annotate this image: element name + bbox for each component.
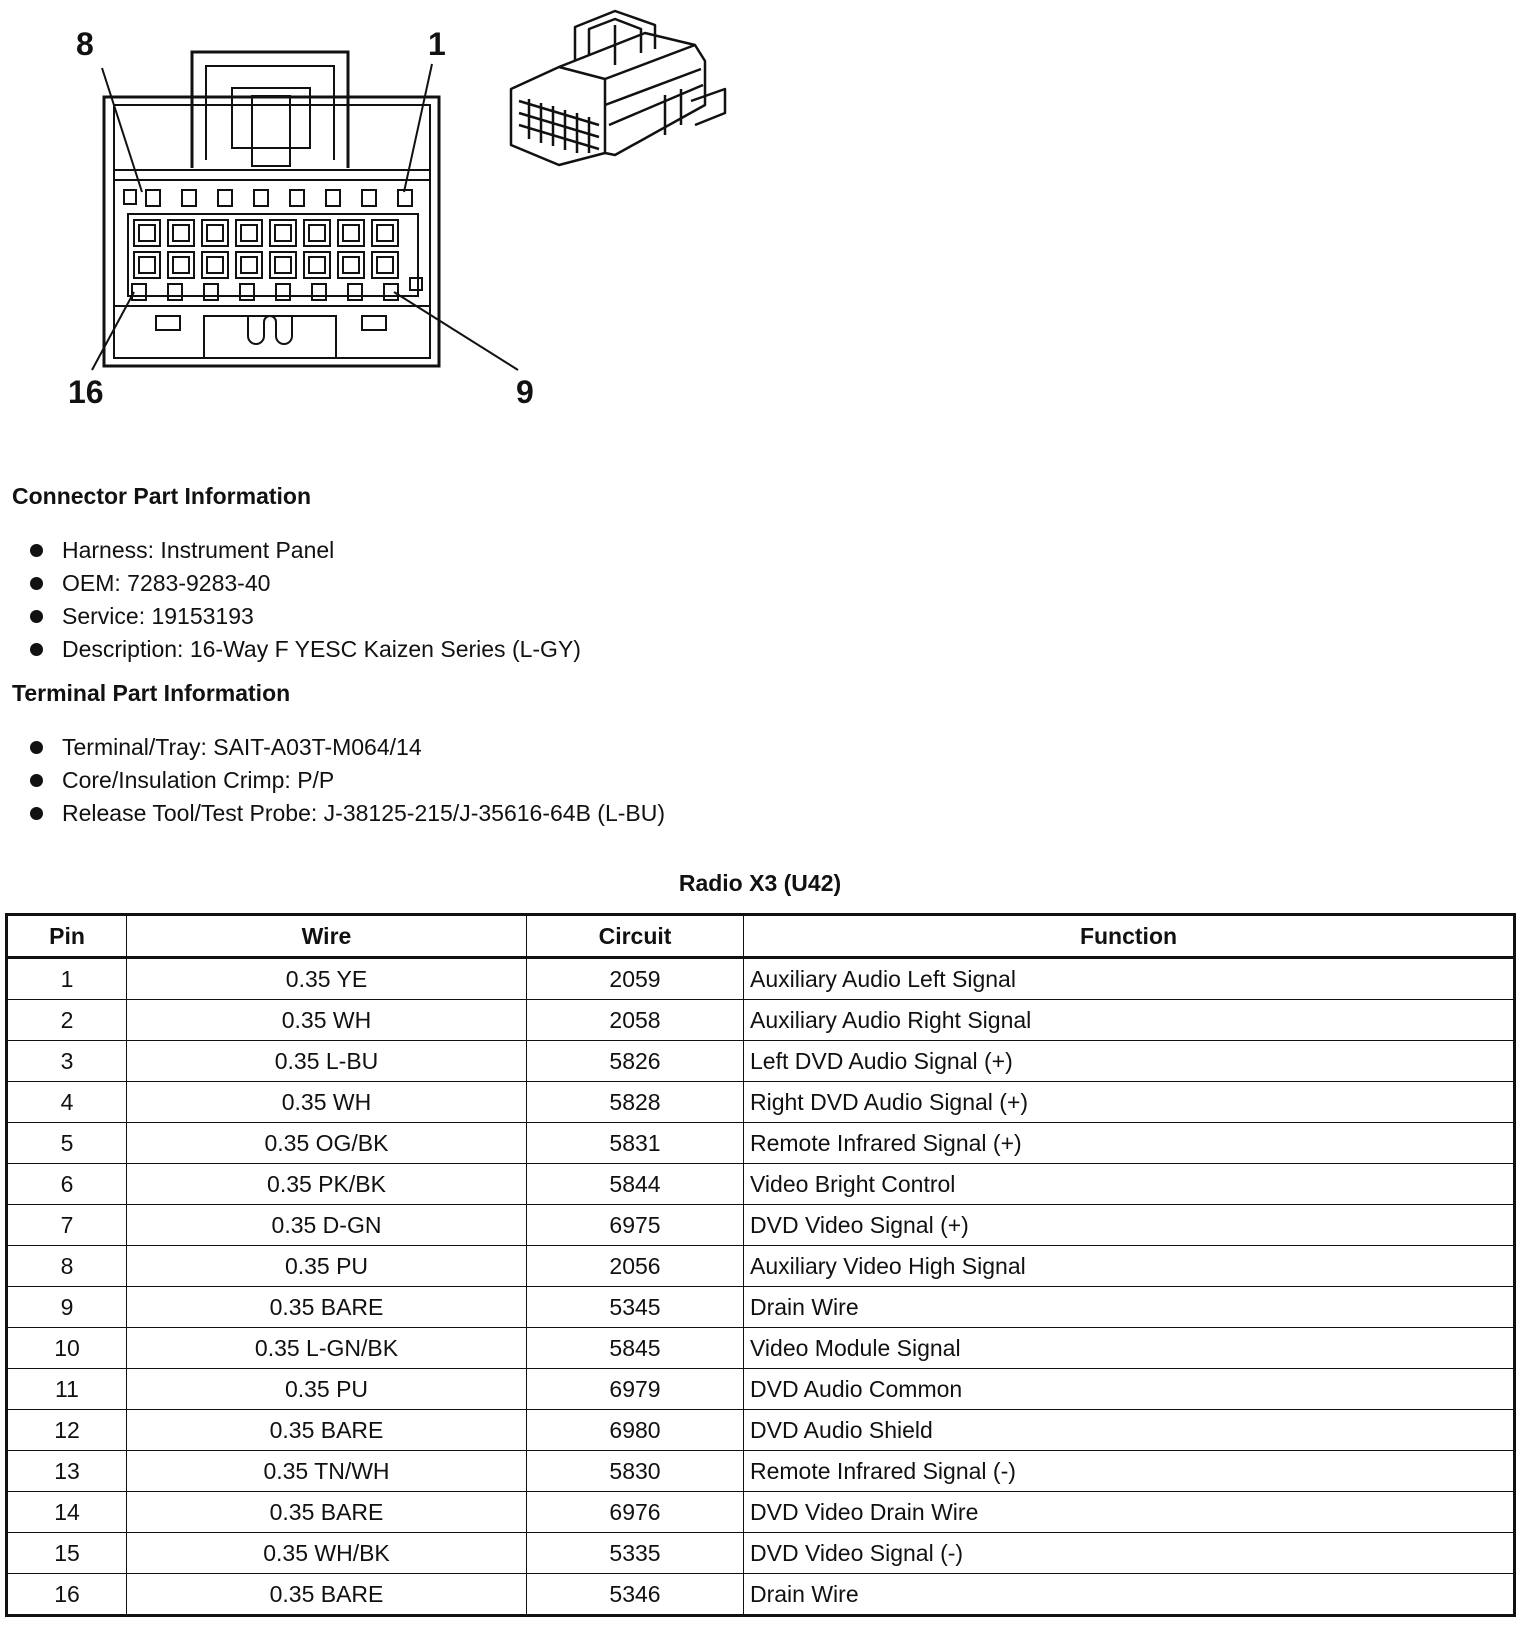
pin-cell: 11: [7, 1369, 127, 1410]
table-row: [7, 1246, 1515, 1287]
pin-cell: 6: [7, 1164, 127, 1205]
table-row: [7, 1123, 1515, 1164]
pin-label-1: 1: [428, 26, 446, 62]
pin-cell: 2: [7, 1000, 127, 1041]
list-item: Release Tool/Test Probe: J-38125-215/J-35616-64B (L-BU): [28, 797, 665, 830]
connector-info-list: [28, 534, 581, 666]
wire-cell: 0.35 WH: [127, 1000, 527, 1041]
circuit-cell: 5845: [527, 1328, 744, 1369]
table-row: [7, 1082, 1515, 1123]
function-cell: Right DVD Audio Signal (+): [744, 1082, 1515, 1123]
table-header-row: [7, 915, 1515, 958]
pin-cell: 14: [7, 1492, 127, 1533]
wire-cell: 0.35 BARE: [127, 1287, 527, 1328]
function-cell: DVD Audio Shield: [744, 1410, 1515, 1451]
terminal-info-list: [28, 731, 665, 830]
wire-cell: 0.35 PU: [127, 1369, 527, 1410]
table-title: Radio X3 (U42): [678, 870, 842, 896]
table-row: [7, 1205, 1515, 1246]
wire-cell: 0.35 YE: [127, 958, 527, 1000]
circuit-cell: 6976: [527, 1492, 744, 1533]
pin-label-8: 8: [76, 26, 94, 62]
circuit-cell: 5826: [527, 1041, 744, 1082]
connector-diagram: [0, 0, 760, 430]
pin-cell: 16: [7, 1574, 127, 1616]
table-row: [7, 958, 1515, 1000]
list-item: Harness: Instrument Panel: [28, 534, 581, 567]
function-cell: DVD Audio Common: [744, 1369, 1515, 1410]
pinout-table: [5, 913, 1516, 1617]
pin-cell: 9: [7, 1287, 127, 1328]
list-item: Terminal/Tray: SAIT-A03T-M064/14: [28, 731, 665, 764]
function-cell: Drain Wire: [744, 1574, 1515, 1616]
table-row: [7, 1533, 1515, 1574]
table-row: [7, 1492, 1515, 1533]
connector-info-title: Connector Part Information: [12, 483, 312, 509]
list-item: Core/Insulation Crimp: P/P: [28, 764, 665, 797]
table-body: [7, 958, 1515, 1616]
terminal-info-title: Terminal Part Information: [12, 680, 291, 706]
list-item: OEM: 7283-9283-40: [28, 567, 581, 600]
function-cell: Remote Infrared Signal (+): [744, 1123, 1515, 1164]
column-header-wire: Wire: [127, 915, 527, 958]
function-cell: Drain Wire: [744, 1287, 1515, 1328]
pin-cell: 4: [7, 1082, 127, 1123]
wire-cell: 0.35 WH: [127, 1082, 527, 1123]
pin-cell: 10: [7, 1328, 127, 1369]
wire-cell: 0.35 PU: [127, 1246, 527, 1287]
pin-label-9: 9: [516, 374, 534, 410]
wire-cell: 0.35 D-GN: [127, 1205, 527, 1246]
circuit-cell: 2058: [527, 1000, 744, 1041]
pin-cell: 13: [7, 1451, 127, 1492]
circuit-cell: 5828: [527, 1082, 744, 1123]
wire-cell: 0.35 PK/BK: [127, 1164, 527, 1205]
pin-cell: 15: [7, 1533, 127, 1574]
table-row: [7, 1451, 1515, 1492]
connector-iso-drawing: [505, 5, 735, 175]
circuit-cell: 5831: [527, 1123, 744, 1164]
function-cell: Remote Infrared Signal (-): [744, 1451, 1515, 1492]
wire-cell: 0.35 TN/WH: [127, 1451, 527, 1492]
function-cell: Video Bright Control: [744, 1164, 1515, 1205]
wire-cell: 0.35 BARE: [127, 1410, 527, 1451]
pin-cell: 7: [7, 1205, 127, 1246]
function-cell: DVD Video Drain Wire: [744, 1492, 1515, 1533]
wire-cell: 0.35 BARE: [127, 1574, 527, 1616]
function-cell: DVD Video Signal (-): [744, 1533, 1515, 1574]
circuit-cell: 6975: [527, 1205, 744, 1246]
pin-cell: 1: [7, 958, 127, 1000]
table-row: [7, 1164, 1515, 1205]
table-row: [7, 1574, 1515, 1616]
circuit-cell: 5346: [527, 1574, 744, 1616]
pin-label-16: 16: [68, 374, 104, 410]
function-cell: DVD Video Signal (+): [744, 1205, 1515, 1246]
wire-cell: 0.35 OG/BK: [127, 1123, 527, 1164]
circuit-cell: 6980: [527, 1410, 744, 1451]
circuit-cell: 5844: [527, 1164, 744, 1205]
table-row: [7, 1041, 1515, 1082]
table-row: [7, 1369, 1515, 1410]
column-header-circuit: Circuit: [527, 915, 744, 958]
circuit-cell: 5830: [527, 1451, 744, 1492]
circuit-cell: 6979: [527, 1369, 744, 1410]
table-row: [7, 1328, 1515, 1369]
circuit-cell: 2056: [527, 1246, 744, 1287]
table-row: [7, 1410, 1515, 1451]
wire-cell: 0.35 L-GN/BK: [127, 1328, 527, 1369]
circuit-cell: 5335: [527, 1533, 744, 1574]
function-cell: Auxiliary Audio Right Signal: [744, 1000, 1515, 1041]
list-item: Description: 16-Way F YESC Kaizen Series (L-GY): [28, 633, 581, 666]
function-cell: Auxiliary Audio Left Signal: [744, 958, 1515, 1000]
wire-cell: 0.35 L-BU: [127, 1041, 527, 1082]
function-cell: Video Module Signal: [744, 1328, 1515, 1369]
pin-cell: 12: [7, 1410, 127, 1451]
column-header-pin: Pin: [7, 915, 127, 958]
circuit-cell: 2059: [527, 958, 744, 1000]
pin-cell: 8: [7, 1246, 127, 1287]
function-cell: Left DVD Audio Signal (+): [744, 1041, 1515, 1082]
function-cell: Auxiliary Video High Signal: [744, 1246, 1515, 1287]
list-item: Service: 19153193: [28, 600, 581, 633]
table-row: [7, 1287, 1515, 1328]
wire-cell: 0.35 BARE: [127, 1492, 527, 1533]
circuit-cell: 5345: [527, 1287, 744, 1328]
column-header-function: Function: [744, 915, 1515, 958]
pin-cell: 5: [7, 1123, 127, 1164]
table-row: [7, 1000, 1515, 1041]
wire-cell: 0.35 WH/BK: [127, 1533, 527, 1574]
pin-cell: 3: [7, 1041, 127, 1082]
